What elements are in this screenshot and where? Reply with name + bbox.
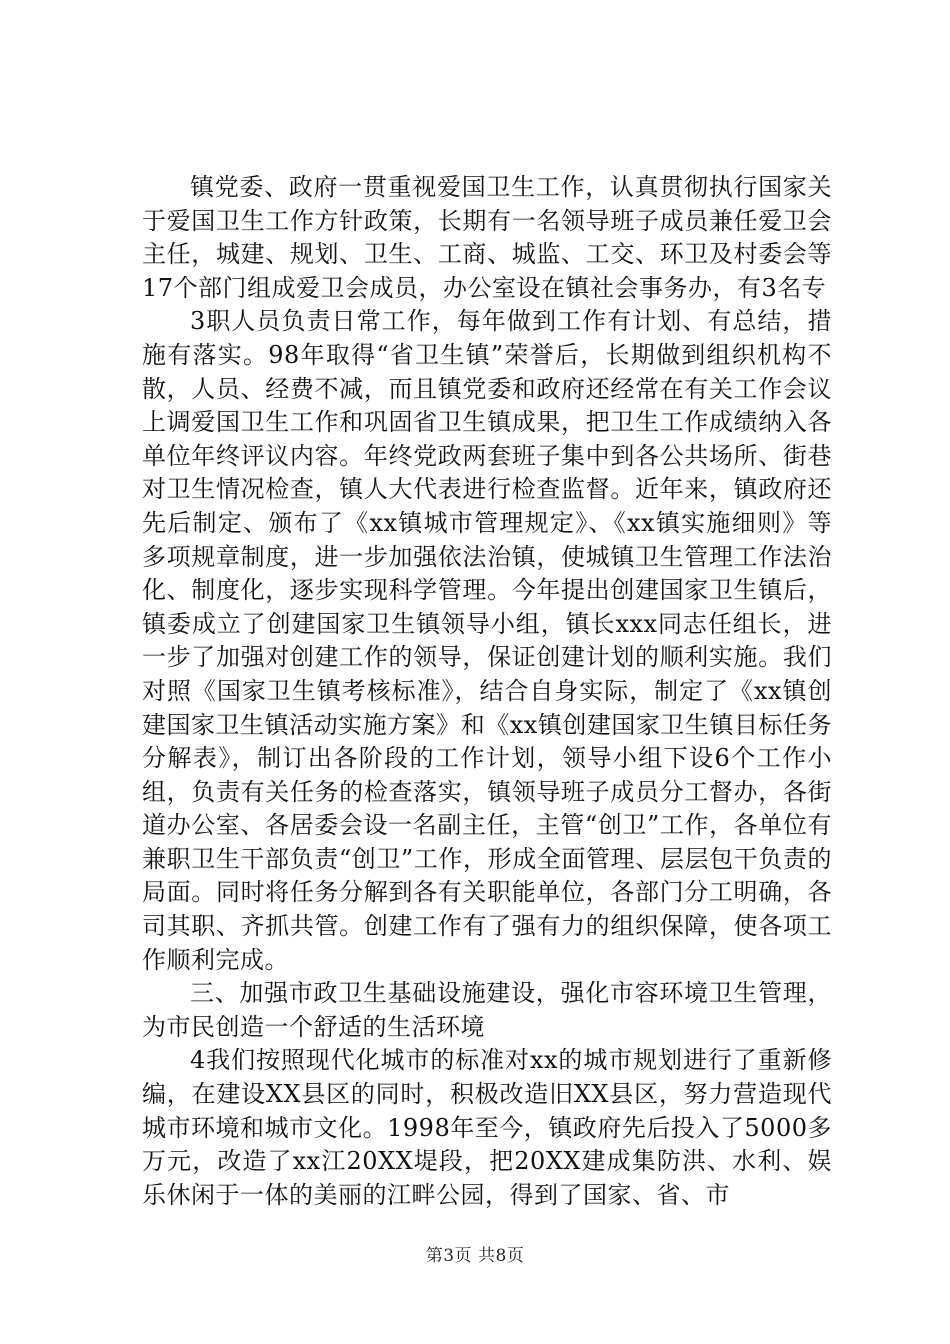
- document-body: [142, 171, 832, 1212]
- paragraph-2: 3职人员负责日常工作，每年做到工作有计划、有总结，措施有落实。98年取得“省卫生镇”荣誉后，长期做到组织机构不散，人员、经费不减，而且镇党委和政府还经常在有关工作会议上调爱国卫生工作和巩固省卫生镇成果，把卫生工作成绩纳入各单位年终评议内容。年终党政两套班子集中到各公共场所、街巷对卫生情况检查，镇人大代表进行检查监督。近年来，镇政府还先后制定、颁布了《xx镇城市管理规定》、《xx镇实施细则》等多项规章制度，进一步加强依法治镇，使城镇卫生管理工作法治化、制度化，逐步实现科学管理。今年提出创建国家卫生镇后，镇委成立了创建国家卫生镇领导小组，镇长xxx同志任组长，进一步了加强对创建工作的领导，保证创建计划的顺利实施。我们对照《国家卫生镇考核标准》，结合自身实际，制定了《xx镇创建国家卫生镇活动实施方案》和《xx镇创建国家卫生镇目标任务分解表》，制订出各阶段的工作计划，领导小组下设6个工作小组，负责有关任务的检查落实，镇领导班子成员分工督办，各街道办公室、各居委会设一名副主任，主管“创卫”工作，各单位有兼职卫生干部负责“创卫”工作，形成全面管理、层层包干负责的局面。同时将任务分解到各有关职能单位，各部门分工明确，各司其职、齐抓共管。创建工作有了强有力的组织保障，使各项工作顺利完成。: [142, 307, 832, 974]
- paragraph-4: 4我们按照现代化城市的标准对xx的城市规划进行了重新修编，在建设XX县区的同时，积极改造旧XX县区，努力营造现代城市环境和城市文化。1998年至今，镇政府先后投入了5000多万元，改造了xx江20XX堤段，把20XX建成集防洪、水利、娱乐休闲于一体的美丽的江畔公园，得到了国家、省、市: [142, 1046, 832, 1209]
- paragraph-3-heading: 三、加强市政卫生基础设施建设，强化市容环境卫生管理，为市民创造一个舒适的生活环境: [142, 979, 832, 1041]
- paragraph-1: 镇党委、政府一贯重视爱国卫生工作，认真贯彻执行国家关于爱国卫生工作方针政策，长期有一名领导班子成员兼任爱卫会主任，城建、规划、卫生、工商、城监、工交、环卫及村委会等17个部门组成爱卫会成员，办公室设在镇社会事务办，有3名专: [142, 173, 832, 302]
- page-footer: 第3页 共8页: [425, 1246, 525, 1266]
